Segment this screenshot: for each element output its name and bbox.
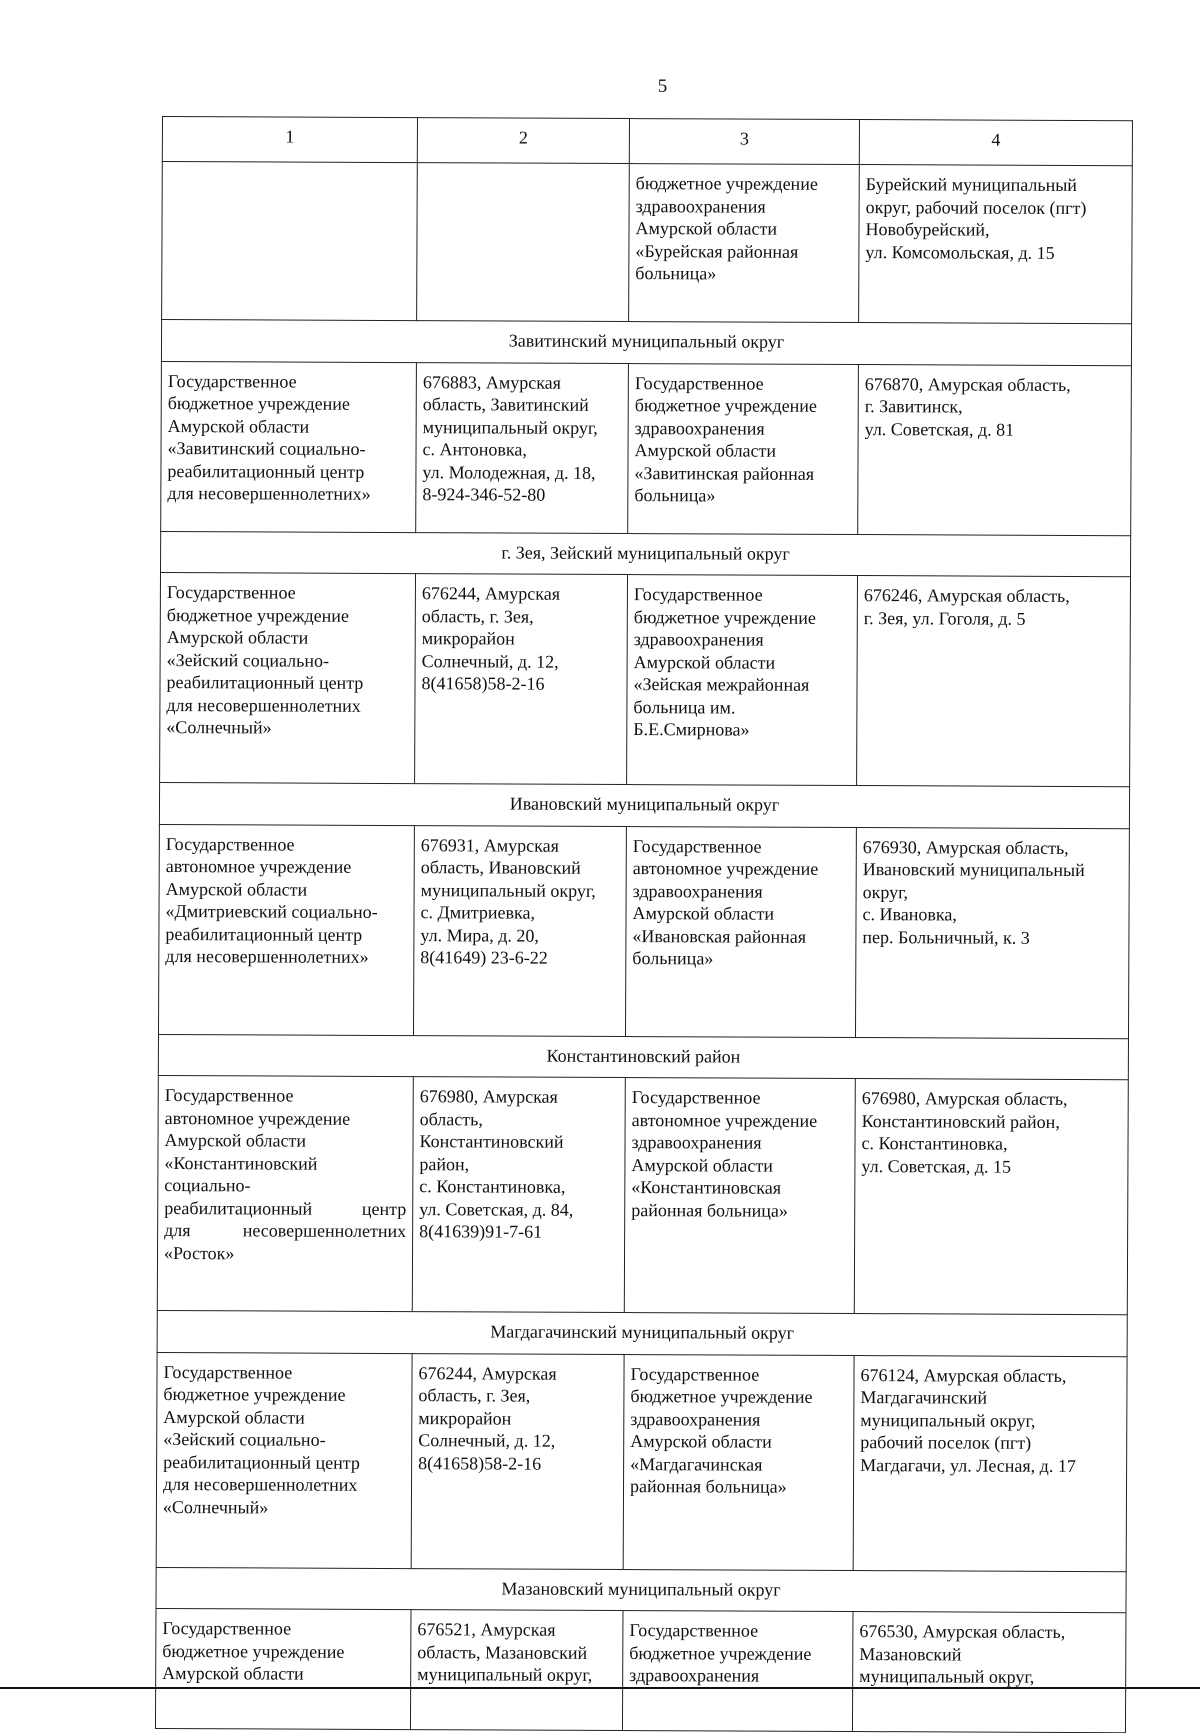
cell-line: 676244, Амурская (418, 1362, 557, 1384)
cell-line: Амурской области (167, 415, 310, 437)
cell-line: 676931, Амурская (420, 834, 559, 856)
cell-line: ул. Комсомольская, д. 15 (865, 241, 1055, 263)
cell-line: ул. Советская, д. 15 (861, 1155, 1012, 1177)
cell-line: 676246, Амурская область, (863, 585, 1070, 606)
cell-institution-address (413, 825, 626, 1036)
cell-line: Государственное (167, 370, 297, 392)
cell-institution-address (410, 1610, 623, 1731)
cell-line: реабилитационный центр (164, 1197, 407, 1219)
cell-line: 676521, Амурская (417, 1619, 556, 1640)
cell-line: больница им. (633, 696, 736, 718)
table-body (155, 162, 1132, 1733)
cell-institution-address (411, 1353, 624, 1569)
cell-line: с. Антоновка, (422, 439, 527, 460)
cell-line: 676980, Амурская (419, 1086, 558, 1107)
cell-line: реабилитационный центр (163, 1451, 360, 1473)
cell-line: Амурской области (163, 1406, 305, 1428)
cell-institution (157, 1075, 413, 1311)
cell-line: область, г. Зея, (421, 605, 534, 627)
scan-edge-line (0, 1687, 1200, 1689)
cell-hospital-address (859, 165, 1133, 324)
cell-line: автономное учреждение (632, 858, 819, 879)
cell-line: больница» (635, 263, 717, 284)
cell-line: с. Дмитриевка, (420, 902, 536, 923)
cell-hospital (627, 575, 858, 786)
cell-line: здравоохранения (633, 629, 764, 650)
cell-line: социально- (164, 1175, 251, 1196)
cell-line: реабилитационный центр (167, 460, 365, 482)
cell-line: «Бурейская районная (635, 240, 799, 262)
cell-line: муниципальный округ, (420, 879, 596, 901)
cell-institution-address (415, 574, 628, 785)
cell-line: здравоохранения (631, 1132, 762, 1153)
cell-line: больница» (632, 948, 714, 969)
cell-line: Константиновский район, (861, 1110, 1060, 1132)
cell-hospital-address (853, 1355, 1127, 1571)
cell-line: область, Ивановский (420, 857, 581, 878)
cell-line: здравоохранения (629, 1665, 760, 1686)
cell-institution (162, 162, 418, 321)
cell-line: «Солнечный» (162, 1496, 269, 1517)
cell-institution (155, 1608, 411, 1729)
cell-line: бюджетное учреждение (629, 1642, 812, 1664)
cell-line: округ, (862, 881, 909, 902)
cell-line: муниципальный округ, (417, 1664, 593, 1685)
cell-line: Магдагачи, ул. Лесная, д. 17 (860, 1454, 1076, 1476)
cell-line: автономное учреждение (165, 856, 352, 877)
cell-line: с. Константиновка, (419, 1176, 566, 1197)
cell-line: «Зейский социально- (166, 649, 330, 671)
cell-line: Государственное (165, 833, 295, 855)
cell-line: 8-924-346-52-80 (422, 484, 546, 505)
cell-line: 676883, Амурская (422, 371, 562, 393)
section-row (161, 531, 1131, 577)
cell-line: область, Завитинский (422, 394, 589, 415)
cell-hospital-address (852, 1612, 1126, 1733)
cell-line: Солнечный, д. 12, (421, 650, 559, 672)
cell-line: пер. Больничный, к. 3 (862, 926, 1030, 948)
cell-line: Ивановский муниципальный (862, 859, 1085, 881)
cell-line: 8(41639)91-7-61 (419, 1221, 543, 1242)
cell-line: ул. Молодежная, д. 18, (422, 461, 596, 483)
column-header-3: 3 (629, 119, 859, 165)
table-row (162, 162, 1133, 324)
cell-line: Государственное (632, 835, 762, 857)
cell-hospital (622, 1611, 853, 1732)
cell-line: рабочий поселок (пгт) (860, 1432, 1032, 1453)
cell-line: «Константиновская (631, 1177, 782, 1198)
cell-line: для несовершеннолетних (162, 1474, 358, 1495)
cell-line: Амурской области (630, 1431, 772, 1452)
section-title: Мазановский муниципальный округ (156, 1567, 1126, 1613)
cell-institution-address (416, 362, 629, 533)
cell-line: муниципальный округ, (860, 1409, 1036, 1431)
section-row (158, 1034, 1128, 1080)
cell-line: область, Мазановский (417, 1641, 588, 1663)
cell-line: Амурской области (166, 627, 309, 648)
cell-institution (158, 824, 414, 1035)
cell-line: «Солнечный» (166, 717, 272, 738)
cell-line: Амурской области (631, 1154, 773, 1176)
cell-line: Константиновский (419, 1131, 564, 1152)
cell-line: г. Завитинск, (864, 396, 963, 417)
cell-institution (160, 572, 416, 783)
cell-line: для несовершеннолетних» (165, 946, 369, 967)
cell-line: районная больница» (631, 1199, 788, 1221)
cell-line: автономное учреждение (631, 1109, 818, 1131)
cell-line: Амурской области (635, 218, 778, 239)
cell-line: Б.Е.Смирнова» (633, 719, 750, 740)
cell-hospital-address (854, 1079, 1128, 1315)
cell-line: реабилитационный центр (166, 672, 364, 693)
cell-line: с. Константиновка, (861, 1133, 1008, 1154)
cell-institution (156, 1352, 412, 1568)
cell-line: бюджетное учреждение (630, 1386, 813, 1407)
institutions-table (155, 116, 1133, 1733)
cell-line: Амурской области (164, 1130, 307, 1151)
section-row (157, 1310, 1127, 1356)
cell-hospital-address (858, 364, 1132, 535)
cell-line: «Завитинская районная (634, 462, 815, 484)
cell-institution-address (412, 1077, 625, 1313)
cell-line: 676870, Амурская область, (864, 373, 1071, 395)
section-title: Магдагачинский муниципальный округ (157, 1310, 1127, 1356)
cell-line: для несовершеннолетних» (167, 483, 371, 504)
cell-line: больница» (634, 485, 716, 506)
cell-line: «Ивановская районная (632, 925, 807, 947)
cell-line: область, (419, 1108, 483, 1129)
cell-line: ул. Советская, д. 84, (419, 1198, 574, 1220)
table-row (155, 1608, 1126, 1732)
table-row (160, 572, 1131, 786)
section-row (159, 782, 1129, 828)
section-title: Константиновский район (158, 1034, 1128, 1080)
cell-line: Бурейский муниципальный (865, 174, 1078, 195)
column-header-1: 1 (162, 117, 417, 163)
cell-line: «Зейская межрайонная (633, 674, 810, 695)
cell-line: Государственное (162, 1618, 292, 1639)
cell-line: бюджетное учреждение (633, 606, 817, 628)
table-row (158, 824, 1129, 1038)
cell-hospital (628, 363, 859, 534)
cell-line: 676124, Амурская область, (860, 1364, 1067, 1386)
cell-line: реабилитационный центр (165, 923, 363, 945)
cell-line: районная больница» (629, 1476, 787, 1497)
cell-line: 676980, Амурская область, (861, 1088, 1068, 1109)
cell-line: Магдагачинский (860, 1387, 988, 1408)
cell-hospital-address (855, 827, 1129, 1038)
cell-line: «Магдагачинская (630, 1453, 763, 1475)
table-row (156, 1352, 1127, 1571)
cell-hospital (625, 826, 856, 1037)
section-row (156, 1567, 1126, 1613)
cell-hospital (624, 1078, 855, 1314)
cell-line: Новобурейский, (865, 219, 990, 240)
cell-line: для несовершеннолетних (164, 1220, 407, 1242)
cell-line: 8(41658)58-2-16 (418, 1452, 542, 1474)
table-row (161, 361, 1132, 535)
cell-hospital (623, 1354, 854, 1570)
cell-institution (161, 361, 417, 532)
cell-line: Государственное (629, 1620, 759, 1641)
cell-line: муниципальный округ, (859, 1666, 1035, 1687)
cell-line: Амурской области (633, 651, 776, 673)
cell-line: бюджетное учреждение (167, 393, 350, 414)
column-header-2: 2 (417, 118, 629, 164)
cell-line: Амурской области (634, 440, 777, 461)
cell-line: район, (419, 1153, 470, 1174)
cell-line: бюджетное учреждение (166, 604, 350, 626)
cell-line: Амурской области (162, 1663, 304, 1684)
section-title: Ивановский муниципальный округ (159, 782, 1129, 828)
cell-line: здравоохранения (630, 1408, 761, 1430)
cell-line: «Зейский социально- (163, 1429, 326, 1450)
cell-institution-address (417, 163, 630, 322)
cell-line: «Константиновский (164, 1152, 318, 1174)
cell-line: микрорайон (418, 1407, 512, 1429)
section-title: Завитинский муниципальный округ (161, 320, 1131, 366)
column-header-4: 4 (859, 120, 1132, 166)
cell-line: Государственное (163, 1361, 293, 1383)
cell-line: здравоохранения (634, 417, 765, 439)
cell-line: Государственное (166, 582, 296, 603)
page-number: 5 (657, 76, 668, 97)
cell-line: 676530, Амурская область, (859, 1621, 1066, 1642)
header-row (162, 117, 1132, 166)
cell-line: Амурской области (632, 903, 775, 924)
cell-hospital-address (857, 576, 1131, 787)
cell-line: 8(41649) 23-6-22 (420, 947, 548, 968)
cell-line: Государственное (164, 1085, 294, 1106)
cell-line: микрорайон (421, 628, 515, 649)
cell-line: 8(41658)58-2-16 (421, 673, 545, 694)
cell-line: Государственное (634, 372, 764, 394)
cell-line: автономное учреждение (164, 1107, 351, 1129)
cell-line: для несовершеннолетних (166, 694, 361, 716)
cell-line: Солнечный, д. 12, (418, 1430, 556, 1451)
cell-line: бюджетное учреждение (163, 1384, 346, 1405)
cell-line: бюджетное учреждение (634, 395, 817, 416)
cell-line: ул. Советская, д. 81 (864, 418, 1015, 440)
cell-line: Государственное (631, 1087, 761, 1108)
cell-line: «Росток» (163, 1242, 235, 1263)
cell-line: здравоохранения (635, 195, 766, 217)
cell-line: муниципальный округ, (422, 416, 598, 438)
table-row (157, 1075, 1128, 1314)
cell-line: Государственное (630, 1363, 760, 1385)
cell-line: «Дмитриевский социально- (165, 901, 378, 922)
cell-line: область, г. Зея, (418, 1385, 531, 1406)
cell-line: «Завитинский социально- (167, 438, 366, 459)
section-title: г. Зея, Зейский муниципальный округ (161, 531, 1131, 577)
cell-line: ул. Мира, д. 20, (420, 924, 539, 946)
cell-line: бюджетное учреждение (635, 173, 818, 194)
cell-line: Государственное (633, 584, 763, 605)
cell-hospital (629, 164, 860, 323)
cell-line: Мазановский (859, 1643, 962, 1665)
cell-line: округ, рабочий поселок (пгт) (865, 196, 1087, 218)
section-row (161, 320, 1131, 366)
cell-line: бюджетное учреждение (162, 1640, 345, 1662)
cell-line: Амурской области (165, 878, 308, 900)
cell-line: здравоохранения (632, 880, 763, 902)
cell-line: 676244, Амурская (421, 583, 561, 604)
cell-line: с. Ивановка, (862, 904, 957, 925)
cell-line: 676930, Амурская область, (862, 836, 1069, 858)
cell-line: г. Зея, ул. Гоголя, д. 5 (863, 607, 1026, 629)
